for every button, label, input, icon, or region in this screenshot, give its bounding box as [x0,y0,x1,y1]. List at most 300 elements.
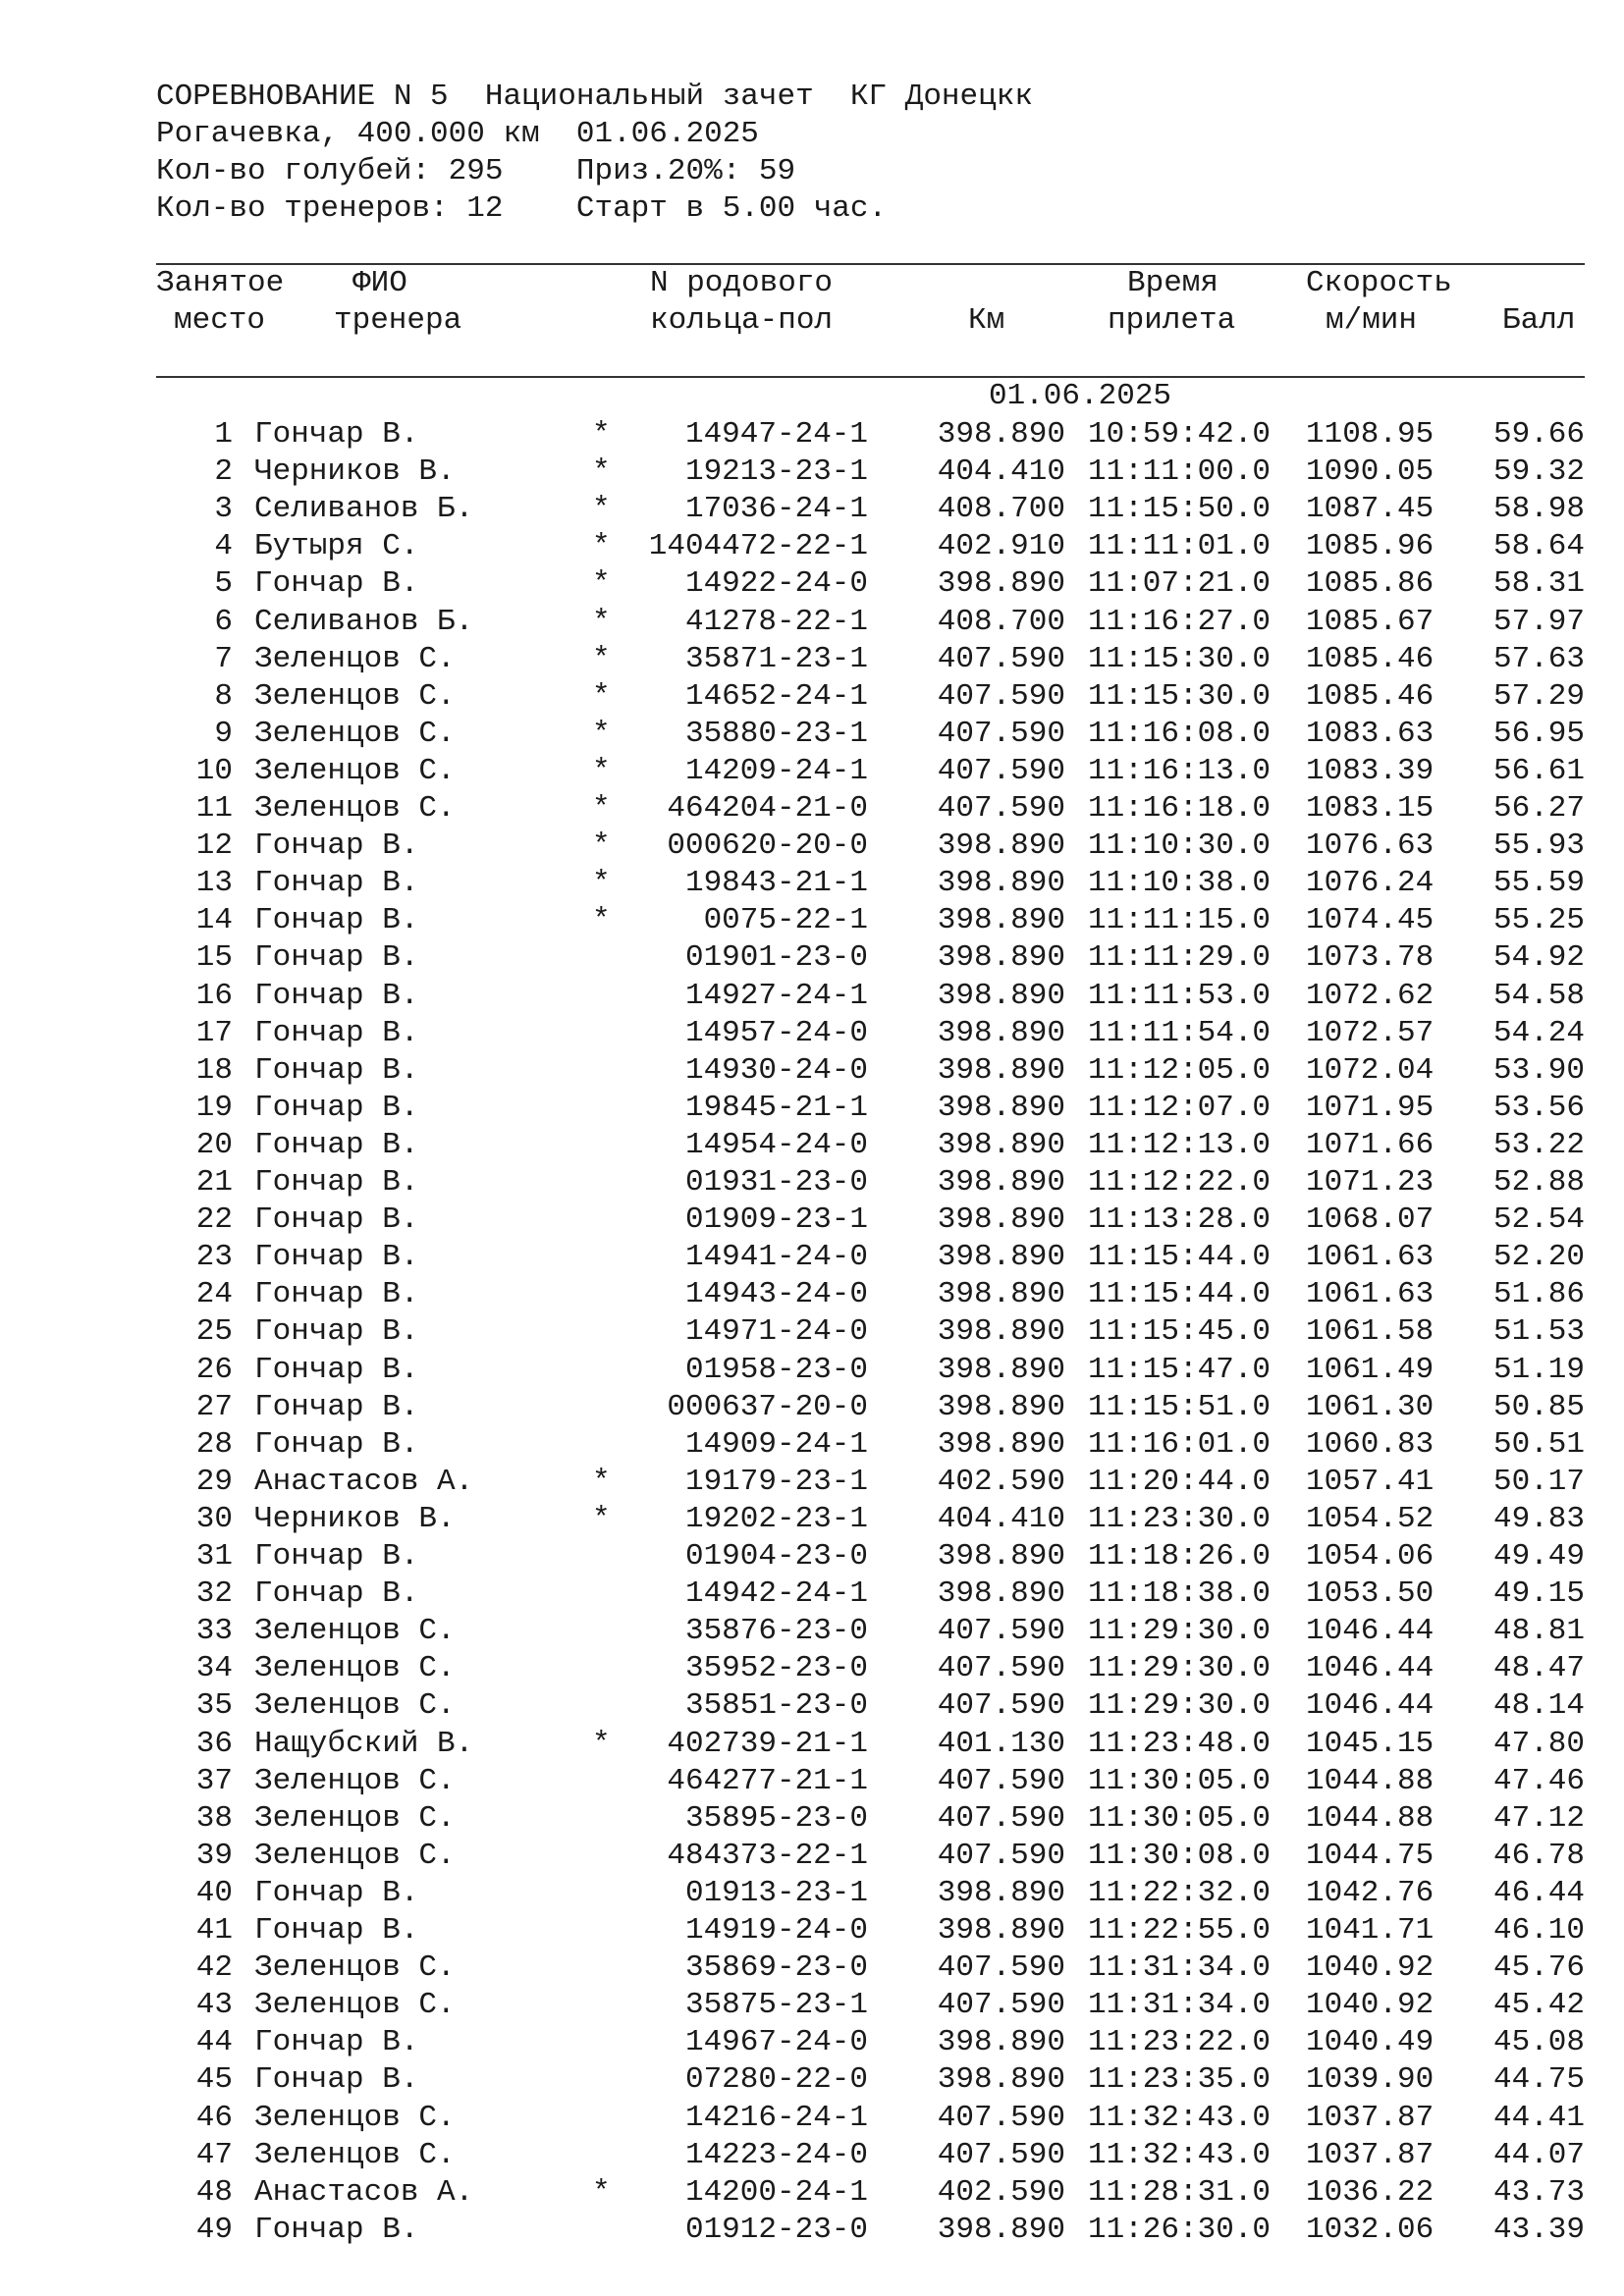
cell-km: 398.890 [937,1053,1065,1088]
cell-points: 46.10 [1492,1913,1585,1948]
cell-km: 407.590 [937,1950,1065,1985]
cell-ring: 01931-23-0 [684,1165,868,1200]
cell-place: 20 [195,1128,233,1162]
cell-place: 26 [195,1353,233,1387]
cell-place: 16 [195,979,233,1013]
cell-points: 43.39 [1492,2213,1585,2247]
table-row [0,1800,1624,1838]
cell-ring: 000637-20-0 [667,1390,868,1424]
cell-points: 45.76 [1492,1950,1585,1985]
cell-time: 11:16:27.0 [1088,605,1272,639]
cell-place: 32 [195,1576,233,1611]
cell-km: 398.890 [937,2213,1065,2247]
cell-star: * [592,1502,611,1536]
cell-speed: 1061.63 [1306,1240,1435,1274]
cell-speed: 1046.44 [1306,1651,1435,1685]
cell-points: 53.22 [1492,1128,1585,1162]
cell-points: 56.95 [1492,717,1585,751]
cell-place: 33 [195,1614,233,1648]
cell-time: 11:15:45.0 [1088,1314,1272,1349]
cell-place: 15 [195,940,233,975]
cell-speed: 1046.44 [1306,1688,1435,1723]
cell-speed: 1057.41 [1306,1465,1435,1499]
cell-speed: 1073.78 [1306,940,1435,975]
cell-speed: 1037.87 [1306,2101,1435,2135]
cell-time: 11:28:31.0 [1088,2175,1272,2210]
table-row [0,454,1624,491]
cell-speed: 1071.95 [1306,1091,1435,1125]
cell-points: 59.32 [1492,454,1585,489]
cell-speed: 1085.46 [1306,642,1435,676]
cell-ring: 14216-24-1 [684,2101,868,2135]
cell-time: 11:30:08.0 [1088,1839,1272,1873]
cell-ring: 35869-23-0 [684,1950,868,1985]
cell-points: 50.51 [1492,1427,1585,1462]
cell-name: Гончар В. [254,417,419,452]
cell-time: 11:13:28.0 [1088,1202,1272,1237]
cell-place: 35 [195,1688,233,1723]
cell-points: 49.15 [1492,1576,1585,1611]
table-row [0,1912,1624,1949]
cell-time: 11:07:21.0 [1088,566,1272,601]
cell-points: 50.85 [1492,1390,1585,1424]
cell-km: 398.890 [937,979,1065,1013]
cell-star: * [592,791,611,826]
cell-name: Селиванов Б. [254,492,474,526]
table-row [0,2137,1624,2174]
cell-name: Зеленцов С. [254,1950,456,1985]
cell-place: 6 [214,605,233,639]
cell-time: 11:32:43.0 [1088,2101,1272,2135]
cell-time: 11:32:43.0 [1088,2138,1272,2172]
cell-time: 11:15:50.0 [1088,492,1272,526]
cell-place: 14 [195,903,233,937]
cell-time: 11:11:01.0 [1088,529,1272,563]
table-row [0,1763,1624,1800]
cell-km: 398.890 [937,866,1065,900]
table-row [0,1613,1624,1650]
cell-points: 58.31 [1492,566,1585,601]
cell-speed: 1060.83 [1306,1427,1435,1462]
cell-speed: 1061.49 [1306,1353,1435,1387]
cell-place: 23 [195,1240,233,1274]
cell-place: 49 [195,2213,233,2247]
cell-speed: 1072.57 [1306,1016,1435,1050]
cell-km: 401.130 [937,1727,1065,1761]
header-line-2: Рогачевка, 400.000 км 01.06.2025 [156,117,759,151]
cell-points: 43.73 [1492,2175,1585,2210]
table-row [0,1052,1624,1090]
cell-km: 402.590 [937,2175,1065,2210]
cell-place: 42 [195,1950,233,1985]
cell-star: * [592,566,611,601]
table-row [0,491,1624,528]
cell-km: 398.890 [937,940,1065,975]
date-label: 01.06.2025 [989,379,1172,413]
table-row [0,1239,1624,1276]
cell-km: 398.890 [937,1913,1065,1948]
cell-ring: 000620-20-0 [667,828,868,863]
col-ring-line2: кольца-пол [650,303,834,338]
cell-place: 11 [195,791,233,826]
cell-name: Гончар В. [254,1053,419,1088]
cell-time: 11:18:26.0 [1088,1539,1272,1574]
cell-name: Гончар В. [254,1390,419,1424]
cell-points: 45.42 [1492,1988,1585,2022]
cell-time: 11:12:13.0 [1088,1128,1272,1162]
cell-time: 11:11:00.0 [1088,454,1272,489]
cell-speed: 1072.62 [1306,979,1435,1013]
col-ring-line1: N родового [650,266,834,300]
cell-time: 11:16:13.0 [1088,754,1272,788]
cell-time: 11:26:30.0 [1088,2213,1272,2247]
cell-km: 407.590 [937,642,1065,676]
cell-points: 47.80 [1492,1727,1585,1761]
cell-time: 11:31:34.0 [1088,1950,1272,1985]
cell-points: 55.59 [1492,866,1585,900]
cell-star: * [592,2175,611,2210]
cell-time: 11:31:34.0 [1088,1988,1272,2022]
cell-km: 407.590 [937,1651,1065,1685]
cell-speed: 1044.88 [1306,1801,1435,1836]
cell-name: Гончар В. [254,1128,419,1162]
cell-name: Зеленцов С. [254,1764,456,1798]
table-row [0,416,1624,454]
cell-speed: 1074.45 [1306,903,1435,937]
cell-speed: 1083.15 [1306,791,1435,826]
cell-star: * [592,529,611,563]
cell-speed: 1061.58 [1306,1314,1435,1349]
cell-time: 11:12:22.0 [1088,1165,1272,1200]
cell-speed: 1042.76 [1306,1876,1435,1910]
cell-km: 407.590 [937,1839,1065,1873]
cell-points: 50.17 [1492,1465,1585,1499]
cell-km: 398.890 [937,1427,1065,1462]
table-row [0,1389,1624,1426]
cell-points: 57.29 [1492,679,1585,714]
cell-ring: 07280-22-0 [684,2062,868,2097]
cell-points: 48.47 [1492,1651,1585,1685]
cell-place: 13 [195,866,233,900]
cell-speed: 1085.86 [1306,566,1435,601]
cell-points: 44.75 [1492,2062,1585,2097]
table-row [0,1127,1624,1164]
cell-km: 398.890 [937,903,1065,937]
cell-star: * [592,492,611,526]
cell-place: 38 [195,1801,233,1836]
cell-time: 11:12:07.0 [1088,1091,1272,1125]
table-row [0,2061,1624,2099]
cell-time: 11:20:44.0 [1088,1465,1272,1499]
cell-points: 49.49 [1492,1539,1585,1574]
cell-time: 11:29:30.0 [1088,1651,1272,1685]
cell-km: 398.890 [937,1091,1065,1125]
cell-speed: 1083.63 [1306,717,1435,751]
table-row [0,1090,1624,1127]
cell-place: 34 [195,1651,233,1685]
cell-ring: 14919-24-0 [684,1913,868,1948]
cell-star: * [592,828,611,863]
table-row [0,902,1624,939]
cell-ring: 14223-24-0 [684,2138,868,2172]
cell-place: 2 [214,454,233,489]
cell-time: 11:29:30.0 [1088,1614,1272,1648]
cell-speed: 1040.92 [1306,1988,1435,2022]
cell-speed: 1045.15 [1306,1727,1435,1761]
cell-ring: 1404472-22-1 [648,529,868,563]
table-row [0,1276,1624,1313]
cell-points: 44.41 [1492,2101,1585,2135]
table-row [0,1164,1624,1201]
cell-km: 407.590 [937,754,1065,788]
cell-ring: 35875-23-1 [684,1988,868,2022]
col-name-line1: ФИО [352,266,407,300]
cell-km: 407.590 [937,1764,1065,1798]
cell-km: 402.590 [937,1465,1065,1499]
cell-place: 46 [195,2101,233,2135]
cell-ring: 17036-24-1 [684,492,868,526]
cell-speed: 1036.22 [1306,2175,1435,2210]
cell-speed: 1068.07 [1306,1202,1435,1237]
cell-ring: 35880-23-1 [684,717,868,751]
cell-name: Бутыря С. [254,529,419,563]
table-row [0,1426,1624,1464]
cell-name: Зеленцов С. [254,2101,456,2135]
cell-points: 51.53 [1492,1314,1585,1349]
cell-speed: 1085.67 [1306,605,1435,639]
cell-place: 17 [195,1016,233,1050]
cell-time: 11:15:51.0 [1088,1390,1272,1424]
cell-ring: 14200-24-1 [684,2175,868,2210]
cell-place: 36 [195,1727,233,1761]
cell-km: 408.700 [937,605,1065,639]
cell-speed: 1083.39 [1306,754,1435,788]
cell-place: 47 [195,2138,233,2172]
col-speed-line1: Скорость [1306,266,1452,300]
cell-time: 11:15:47.0 [1088,1353,1272,1387]
cell-speed: 1053.50 [1306,1576,1435,1611]
cell-speed: 1040.92 [1306,1950,1435,1985]
cell-points: 59.66 [1492,417,1585,452]
cell-place: 19 [195,1091,233,1125]
cell-place: 28 [195,1427,233,1462]
cell-points: 52.88 [1492,1165,1585,1200]
cell-points: 47.12 [1492,1801,1585,1836]
cell-points: 55.25 [1492,903,1585,937]
cell-km: 398.890 [937,1277,1065,1311]
cell-place: 22 [195,1202,233,1237]
cell-star: * [592,1465,611,1499]
cell-place: 48 [195,2175,233,2210]
cell-points: 52.54 [1492,1202,1585,1237]
cell-star: * [592,866,611,900]
cell-place: 8 [214,679,233,714]
cell-points: 51.86 [1492,1277,1585,1311]
table-row [0,1838,1624,1875]
cell-ring: 35952-23-0 [684,1651,868,1685]
cell-name: Гончар В. [254,2213,419,2247]
cell-name: Селиванов Б. [254,605,474,639]
cell-time: 11:16:08.0 [1088,717,1272,751]
cell-star: * [592,717,611,751]
table-row [0,753,1624,790]
cell-place: 41 [195,1913,233,1948]
cell-speed: 1044.75 [1306,1839,1435,1873]
table-row [0,978,1624,1015]
cell-star: * [592,454,611,489]
cell-name: Гончар В. [254,1876,419,1910]
cell-points: 54.92 [1492,940,1585,975]
col-place-line1: Занятое [156,266,285,300]
cell-place: 30 [195,1502,233,1536]
cell-name: Зеленцов С. [254,1614,456,1648]
cell-star: * [592,605,611,639]
cell-name: Анастасов А. [254,1465,474,1499]
col-place-line2: место [174,303,266,338]
cell-place: 25 [195,1314,233,1349]
cell-time: 11:11:15.0 [1088,903,1272,937]
cell-name: Гончар В. [254,1913,419,1948]
cell-km: 407.590 [937,679,1065,714]
cell-ring: 14943-24-0 [684,1277,868,1311]
cell-speed: 1085.46 [1306,679,1435,714]
cell-km: 398.890 [937,2025,1065,2059]
cell-points: 57.63 [1492,642,1585,676]
cell-time: 11:15:44.0 [1088,1240,1272,1274]
cell-speed: 1072.04 [1306,1053,1435,1088]
cell-speed: 1071.66 [1306,1128,1435,1162]
cell-km: 398.890 [937,1576,1065,1611]
cell-km: 407.590 [937,2101,1065,2135]
cell-name: Гончар В. [254,866,419,900]
cell-time: 11:16:01.0 [1088,1427,1272,1462]
cell-time: 11:23:35.0 [1088,2062,1272,2097]
cell-name: Гончар В. [254,1277,419,1311]
cell-km: 398.890 [937,2062,1065,2097]
cell-place: 5 [214,566,233,601]
cell-ring: 14954-24-0 [684,1128,868,1162]
cell-points: 58.98 [1492,492,1585,526]
cell-speed: 1090.05 [1306,454,1435,489]
cell-ring: 19179-23-1 [684,1465,868,1499]
header-line-1: СОРЕВНОВАНИЕ N 5 Национальный зачет КГ Донецкк [156,80,1033,114]
cell-place: 4 [214,529,233,563]
cell-place: 7 [214,642,233,676]
cell-name: Зеленцов С. [254,1839,456,1873]
cell-ring: 14942-24-1 [684,1576,868,1611]
cell-speed: 1071.23 [1306,1165,1435,1200]
cell-star: * [592,642,611,676]
table-row [0,716,1624,753]
table-row [0,1313,1624,1351]
cell-points: 45.08 [1492,2025,1585,2059]
cell-name: Гончар В. [254,1314,419,1349]
table-row [0,1015,1624,1052]
cell-speed: 1044.88 [1306,1764,1435,1798]
table-row [0,865,1624,902]
table-row [0,1464,1624,1501]
cell-speed: 1032.06 [1306,2213,1435,2247]
cell-name: Зеленцов С. [254,2138,456,2172]
cell-ring: 01958-23-0 [684,1353,868,1387]
table-row [0,1875,1624,1912]
table-row [0,790,1624,828]
cell-km: 407.590 [937,1801,1065,1836]
cell-km: 398.890 [937,1314,1065,1349]
cell-time: 11:11:54.0 [1088,1016,1272,1050]
cell-speed: 1076.63 [1306,828,1435,863]
cell-time: 11:18:38.0 [1088,1576,1272,1611]
cell-star: * [592,903,611,937]
cell-ring: 19202-23-1 [684,1502,868,1536]
table-row [0,1726,1624,1763]
cell-place: 3 [214,492,233,526]
cell-ring: 01912-23-0 [684,2213,868,2247]
cell-time: 11:11:29.0 [1088,940,1272,975]
cell-ring: 464204-21-0 [667,791,868,826]
cell-km: 407.590 [937,2138,1065,2172]
cell-name: Гончар В. [254,1240,419,1274]
col-km: Км [968,303,1005,338]
cell-ring: 402739-21-1 [667,1727,868,1761]
cell-star: * [592,1727,611,1761]
cell-ring: 14209-24-1 [684,754,868,788]
cell-speed: 1076.24 [1306,866,1435,900]
cell-points: 51.19 [1492,1353,1585,1387]
cell-place: 27 [195,1390,233,1424]
cell-points: 53.90 [1492,1053,1585,1088]
cell-time: 11:15:30.0 [1088,679,1272,714]
cell-km: 398.890 [937,1165,1065,1200]
cell-points: 55.93 [1492,828,1585,863]
cell-name: Гончар В. [254,1165,419,1200]
cell-time: 11:10:38.0 [1088,866,1272,900]
table-row [0,528,1624,565]
cell-km: 398.890 [937,1539,1065,1574]
table-row [0,939,1624,977]
cell-points: 46.44 [1492,1876,1585,1910]
cell-time: 10:59:42.0 [1088,417,1272,452]
cell-place: 31 [195,1539,233,1574]
cell-time: 11:22:55.0 [1088,1913,1272,1948]
cell-speed: 1046.44 [1306,1614,1435,1648]
cell-speed: 1054.06 [1306,1539,1435,1574]
cell-place: 1 [214,417,233,452]
cell-km: 402.910 [937,529,1065,563]
cell-name: Зеленцов С. [254,1988,456,2022]
cell-ring: 35871-23-1 [684,642,868,676]
cell-name: Анастасов А. [254,2175,474,2210]
cell-speed: 1054.52 [1306,1502,1435,1536]
table-row [0,565,1624,603]
cell-name: Гончар В. [254,1091,419,1125]
cell-name: Гончар В. [254,1539,419,1574]
cell-points: 58.64 [1492,529,1585,563]
table-row [0,2212,1624,2249]
table-row [0,1687,1624,1725]
cell-place: 29 [195,1465,233,1499]
table-row [0,641,1624,678]
cell-star: * [592,417,611,452]
cell-place: 12 [195,828,233,863]
cell-km: 407.590 [937,791,1065,826]
cell-place: 18 [195,1053,233,1088]
table-row [0,604,1624,641]
cell-km: 398.890 [937,1390,1065,1424]
cell-ring: 14922-24-0 [684,566,868,601]
cell-star: * [592,679,611,714]
cell-name: Зеленцов С. [254,717,456,751]
